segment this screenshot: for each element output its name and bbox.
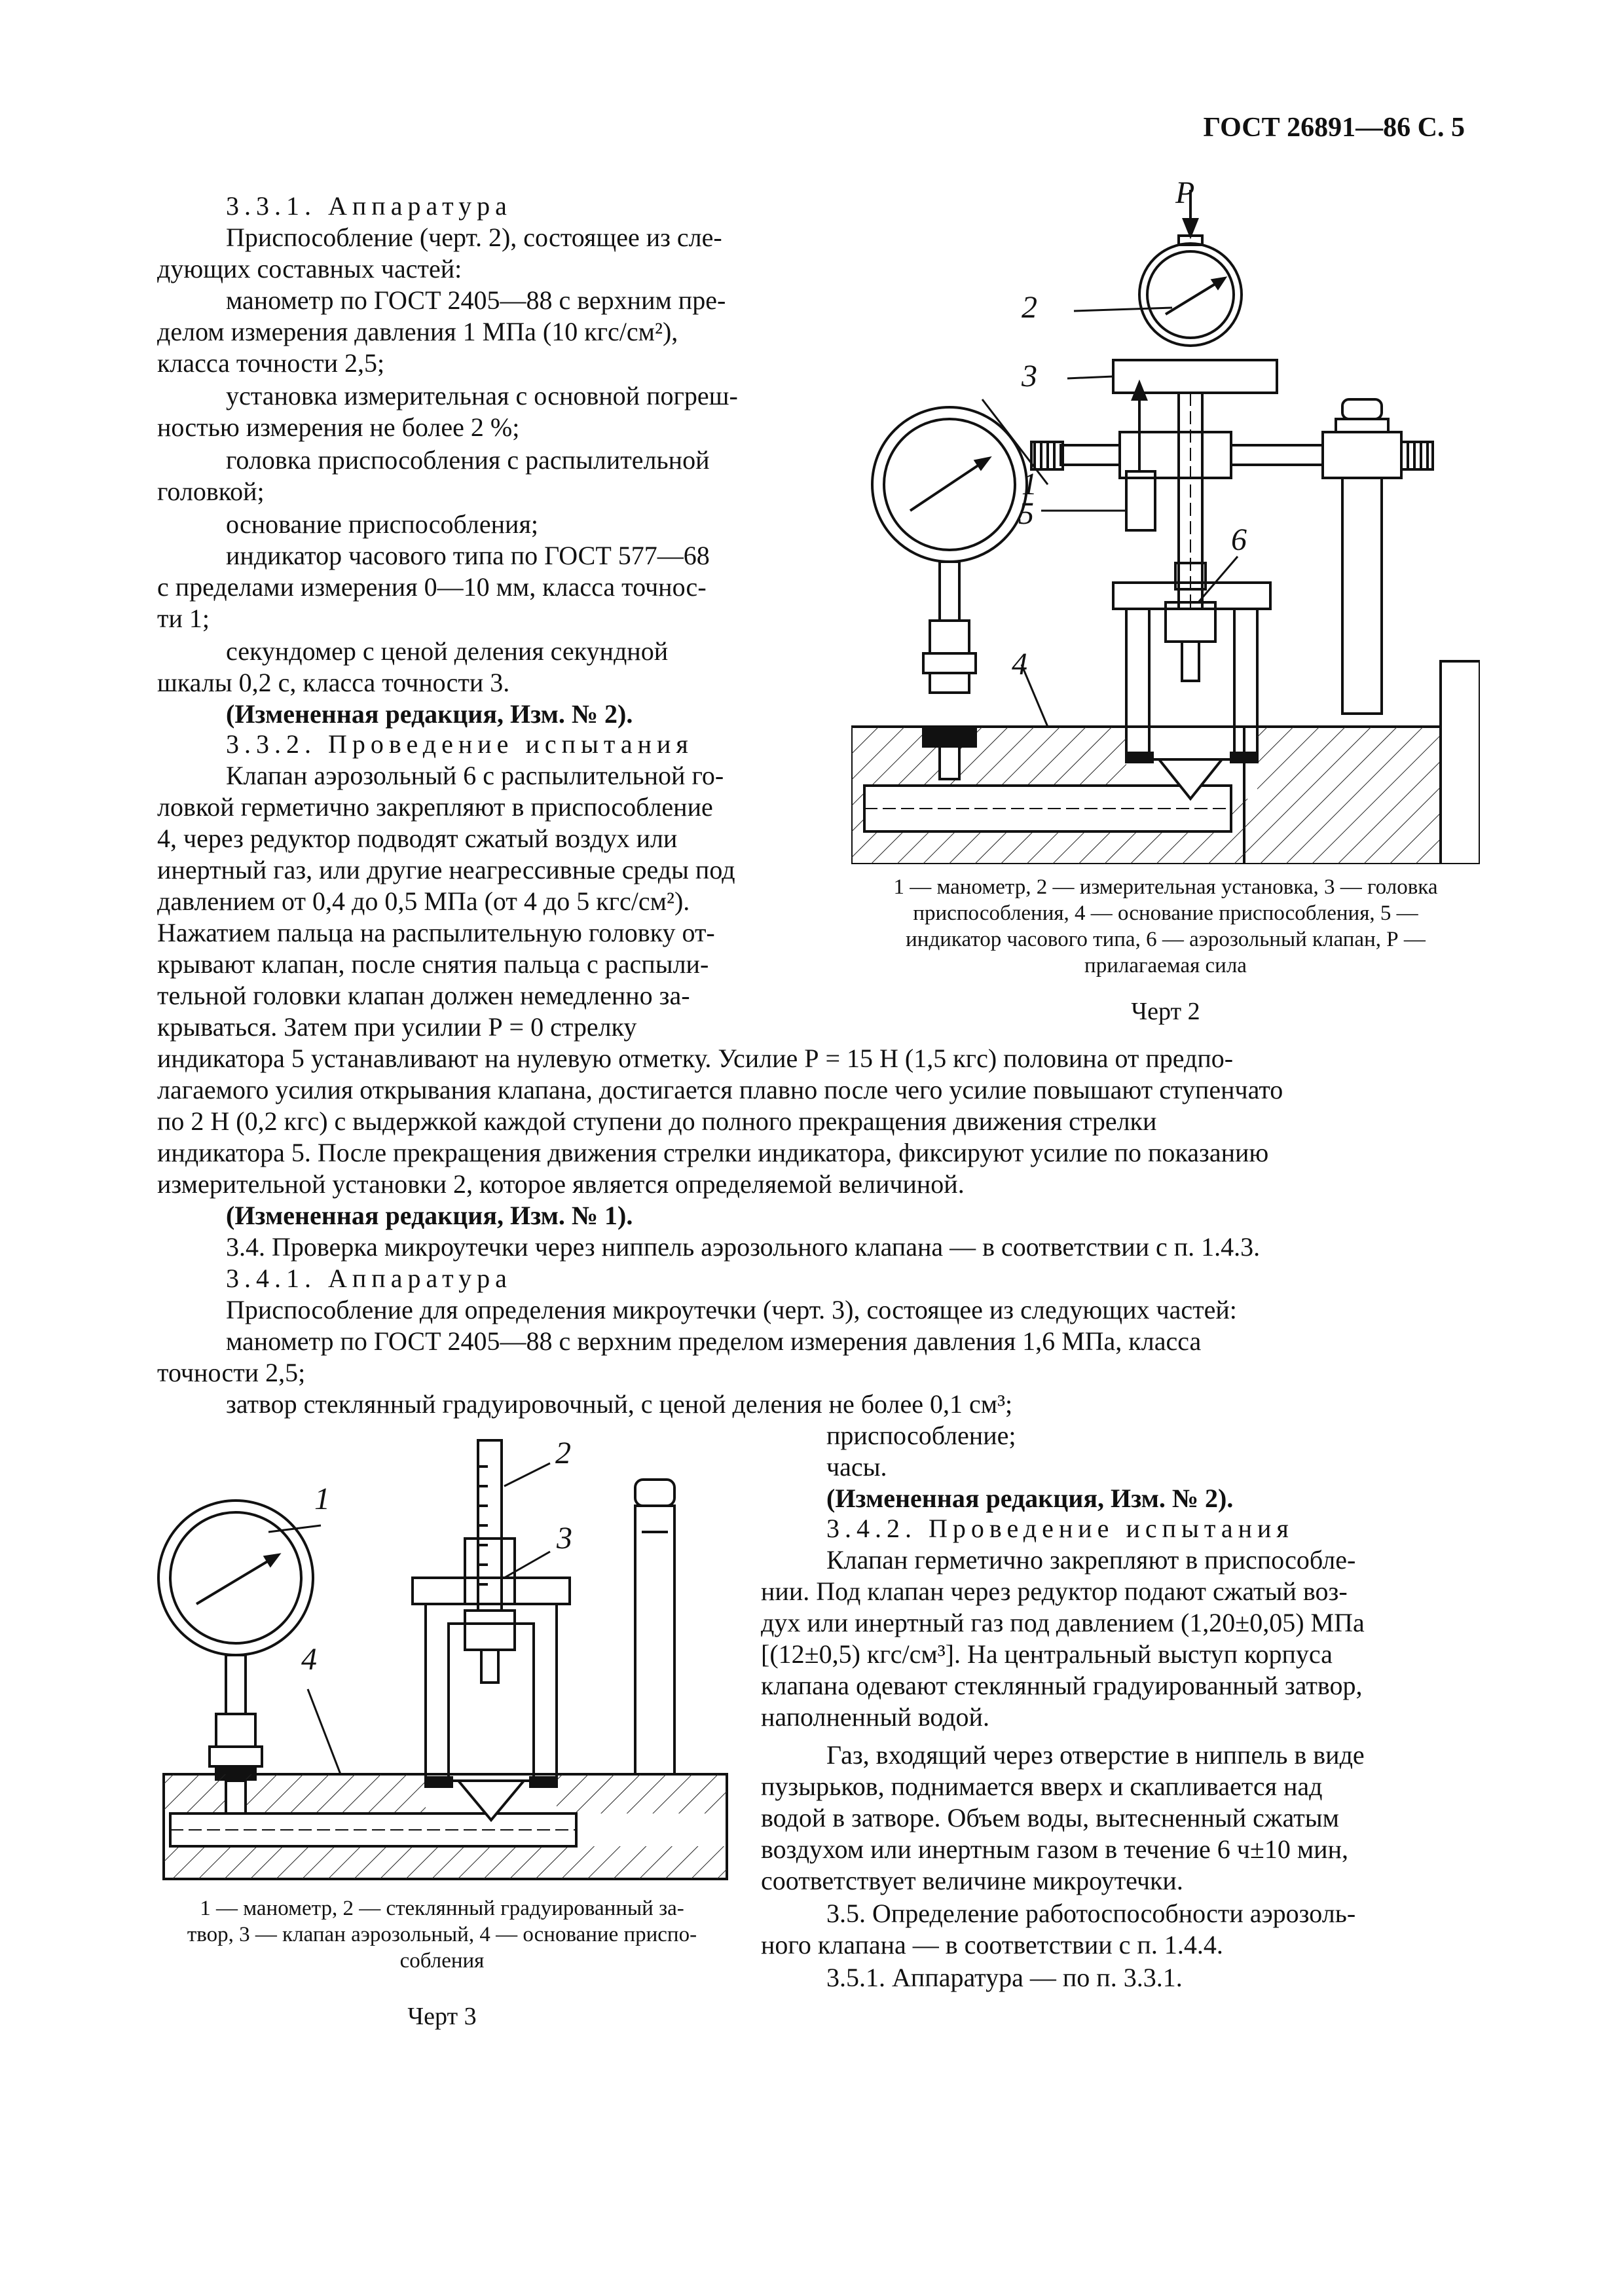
fig3-label-1: 1 [314,1482,330,1516]
figure-2-title: Черт 2 [1131,998,1200,1025]
fig3-label-4: 4 [301,1642,317,1677]
fig2-label-4: 4 [1012,647,1027,682]
caption-line: 1 — манометр, 2 — измерительная установка, 3 — головка [893,875,1438,899]
text-line: Нажатием пальца на распылительную головку от- [157,918,715,947]
text-line: измерительной установки 2, которое является определяемой величиной. [157,1169,965,1199]
section-3-3-1: 3.3.1. Аппаратура [226,191,512,221]
figure-3-drawing [157,1427,733,1886]
section-3-3-2: 3.3.2. Проведение испытания [226,729,693,759]
text-line: лагаемого усилия открывания клапана, достигается плавно после чего усилие повышают ступенчато [157,1075,1283,1104]
text-line: ловкой герметично закрепляют в приспособление [157,792,713,822]
figure-3-caption [151,1895,733,1974]
text-line: с пределами измерения 0—10 мм, класса точнос- [157,572,707,602]
text-line: делом измерения давления 1 МПа (10 кгс/см²), [157,317,678,346]
text-line: класса точности 2,5; [157,348,385,378]
caption-line: прилагаемая сила [1084,954,1247,977]
text-line: манометр по ГОСТ 2405—88 с верхним пределом измерения давления 1,6 МПа, класса [226,1326,1202,1356]
section-3-5: 3.5. Определение работоспособности аэрозоль- [826,1899,1356,1928]
text-line: соответствует величине микроутечки. [761,1866,1183,1895]
section-3-4-1: 3.4.1. Аппаратура [226,1264,512,1293]
text-line: наполненный водой. [761,1702,989,1732]
fig3-label-3: 3 [557,1521,572,1556]
page-header: ГОСТ 26891—86 С. 5 [1203,113,1465,143]
section-3-4-2: 3.4.2. Проведение испытания [826,1514,1294,1543]
text-line: индикатор часового типа по ГОСТ 577—68 [226,541,710,570]
text-line: ного клапана — в соответствии с п. 1.4.4. [761,1930,1223,1959]
text-line: шкалы 0,2 с, класса точности 3. [157,668,510,697]
fig2-label-p: P [1175,175,1195,210]
fig2-label-5: 5 [1018,496,1034,531]
text-line: тельной головки клапан должен немедленно за- [157,981,690,1010]
section-3-5-1: 3.5.1. Аппаратура — по п. 3.3.1. [826,1963,1183,1992]
section-3-4: 3.4. Проверка микроутечки через ниппель аэрозольного клапана — в соответствии с п. 1.4.3. [226,1232,1261,1262]
caption-line: собления [399,1949,485,1973]
fig2-label-1: 1 [1022,467,1037,501]
text-line: Приспособление для определения микроутечки (черт. 3), состоящее из следующих частей: [226,1295,1237,1324]
text-line: приспособление; [826,1421,1016,1450]
text-line: Газ, входящий через отверстие в ниппель в виде [826,1740,1365,1770]
text-line: Приспособление (черт. 2), состоящее из сле- [226,223,722,252]
text-line: Клапан аэрозольный 6 с распылительной го- [226,761,724,790]
text-line: индикатора 5. После прекращения движения стрелки индикатора, фиксируют усилие по показанию [157,1138,1269,1167]
text-line: точности 2,5; [157,1358,306,1387]
text-line: водой в затворе. Объем воды, вытесненный сжатым [761,1803,1339,1832]
fig2-label-6: 6 [1231,522,1247,557]
text-line: установка измерительная с основной погреш- [226,381,738,410]
text-line: основание приспособления; [226,509,538,539]
amendment-note: (Измененная редакция, Изм. № 2). [226,699,633,729]
fig2-label-3: 3 [1022,359,1037,393]
text-line: воздухом или инертным газом в течение 6 ч±10 мин, [761,1834,1348,1864]
text-line: пузырьков, поднимается вверх и скапливается над [761,1772,1323,1801]
caption-line: 1 — манометр, 2 — стеклянный градуированный за- [200,1897,684,1920]
text-line: головка приспособления с распылительной [226,445,710,475]
figure-2-caption [845,874,1486,979]
caption-line: индикатор часового типа, 6 — аэрозольный клапан, Р — [906,928,1426,951]
amendment-note: (Измененная редакция, Изм. № 1). [226,1201,633,1230]
text-line: Клапан герметично закрепляют в приспособле- [826,1545,1356,1575]
figure-3-title: Черт 3 [407,2003,477,2030]
fig2-label-2: 2 [1022,290,1037,325]
caption-line: приспособления, 4 — основание приспособления, 5 — [913,902,1418,925]
text-line: нии. Под клапан через редуктор подают сжатый воз- [761,1576,1348,1606]
text-line: дух или инертный газ под давлением (1,20±0,05) МПа [761,1608,1365,1637]
text-line: клапана одевают стеклянный градуированный затвор, [761,1671,1363,1700]
text-line: ти 1; [157,604,210,633]
fig3-label-2: 2 [555,1436,571,1470]
amendment-note: (Измененная редакция, Изм. № 2). [826,1484,1234,1513]
text-line: затвор стеклянный градуировочный, с ценой деления не более 0,1 см³; [226,1389,1013,1419]
text-line: [(12±0,5) кгс/см³]. На центральный выступ корпуса [761,1639,1333,1669]
figure-2-drawing [851,183,1480,864]
text-line: по 2 Н (0,2 кгс) с выдержкой каждой ступени до полного прекращения движения стрелки [157,1106,1157,1136]
text-line: манометр по ГОСТ 2405—88 с верхним пре- [226,285,726,315]
text-line: крывают клапан, после снятия пальца с распыли- [157,949,709,979]
text-line: индикатора 5 устанавливают на нулевую отметку. Усилие Р = 15 Н (1,5 кгс) половина от предпо- [157,1044,1234,1073]
text-line: ностью измерения не более 2 %; [157,412,520,442]
caption-line: твор, 3 — клапан аэрозольный, 4 — основание приспо- [187,1923,697,1946]
text-line: инертный газ, или другие неагрессивные среды под [157,855,735,884]
text-line: 4, через редуктор подводят сжатый воздух или [157,824,678,853]
text-line: секундомер с ценой деления секундной [226,636,669,666]
text-line: крываться. Затем при усилии Р = 0 стрелку [157,1012,637,1042]
text-line: дующих составных частей: [157,254,462,283]
text-line: головкой; [157,477,265,506]
text-line: часы. [826,1452,887,1482]
text-line: давлением от 0,4 до 0,5 МПа (от 4 до 5 кгс/см²). [157,886,690,916]
